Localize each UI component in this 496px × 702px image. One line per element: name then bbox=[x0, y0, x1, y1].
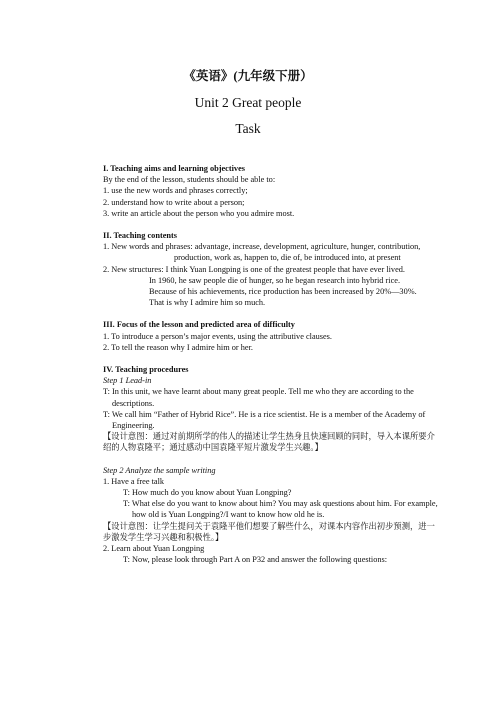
aims-intro: By the end of the lesson, students should be able to: bbox=[103, 175, 276, 185]
procedure-item: 2. Learn about Yuan Longping bbox=[103, 544, 205, 554]
teacher-line: T: In this unit, we have learnt about many great people. Tell me who they are according to the bbox=[103, 387, 414, 397]
teacher-line: T: What else do you want to know about him? You may ask questions about him. For example, bbox=[123, 499, 438, 509]
design-note-cont: 步激发学生学习兴趣和积极性。】 bbox=[103, 532, 224, 542]
teacher-line: T: Now, please look through Part A on P32 and answer the following questions: bbox=[123, 555, 388, 565]
teacher-line: T: How much do you know about Yuan Longping? bbox=[123, 488, 292, 498]
step-title: Step 1 Lead-in bbox=[103, 376, 152, 386]
new-structures-line: 2. New structures: I think Yuan Longping is one of the greatest people that have ever lived. bbox=[103, 264, 405, 274]
procedure-item: 1. Have a free talk bbox=[103, 476, 165, 486]
aims-item: 3. write an article about the person who you admire most. bbox=[103, 208, 295, 218]
design-note: 【设计意图：让学生提问关于袁隆平他们想要了解些什么，对课本内容作出初步预测，进一 bbox=[103, 521, 435, 531]
new-words-line-cont: production, work as, happen to, die of, be introduced into, at present bbox=[174, 253, 401, 263]
focus-item: 1. To introduce a person’s major events, using the attributive clauses. bbox=[103, 331, 332, 341]
design-note-cont: 绍的人物袁隆平；通过感动中国袁隆平短片激发学生兴趣。】 bbox=[103, 443, 323, 453]
section-heading-procedures: IV. Teaching procedures bbox=[103, 365, 189, 375]
structure-sentence: That is why I admire him so much. bbox=[149, 298, 266, 308]
new-words-line: 1. New words and phrases: advantage, increase, development, agriculture, hunger, contribution, bbox=[103, 242, 421, 252]
teacher-line-cont: descriptions. bbox=[112, 398, 155, 408]
teacher-line-cont: how old is Yuan Longping?/I want to know how old he is. bbox=[132, 510, 325, 520]
section-heading-focus: III. Focus of the lesson and predicted area of difficulty bbox=[103, 320, 295, 330]
aims-item: 2. understand how to write about a person; bbox=[103, 197, 245, 207]
section-heading-aims: I. Teaching aims and learning objectives bbox=[103, 164, 245, 173]
aims-item: 1. use the new words and phrases correctly; bbox=[103, 186, 248, 196]
focus-item: 2. To tell the reason why I admire him or her. bbox=[103, 342, 253, 352]
structure-sentence: In 1960, he saw people die of hunger, so he began research into hybrid rice. bbox=[149, 275, 401, 285]
teacher-line: T: We call him “Father of Hybrid Rice”. He is a rice scientist. He is a member of the Academy of bbox=[103, 409, 426, 419]
section-heading-contents: II. Teaching contents bbox=[103, 231, 177, 241]
lesson-plan-body bbox=[103, 163, 463, 566]
document-title: 《英语》(九年级下册） bbox=[183, 69, 313, 83]
teacher-line-cont: Engineering. bbox=[112, 421, 155, 431]
step-title: Step 2 Analyze the sample writing bbox=[103, 465, 216, 475]
design-note: 【设计意图：通过对前期所学的伟人的描述让学生热身且快速回顾的同时，导入本课所要介 bbox=[103, 432, 435, 442]
task-title: Task bbox=[235, 121, 261, 136]
unit-title: Unit 2 Great people bbox=[194, 95, 302, 110]
structure-sentence: Because of his achievements, rice production has been increased by 20%—30%. bbox=[149, 287, 417, 297]
